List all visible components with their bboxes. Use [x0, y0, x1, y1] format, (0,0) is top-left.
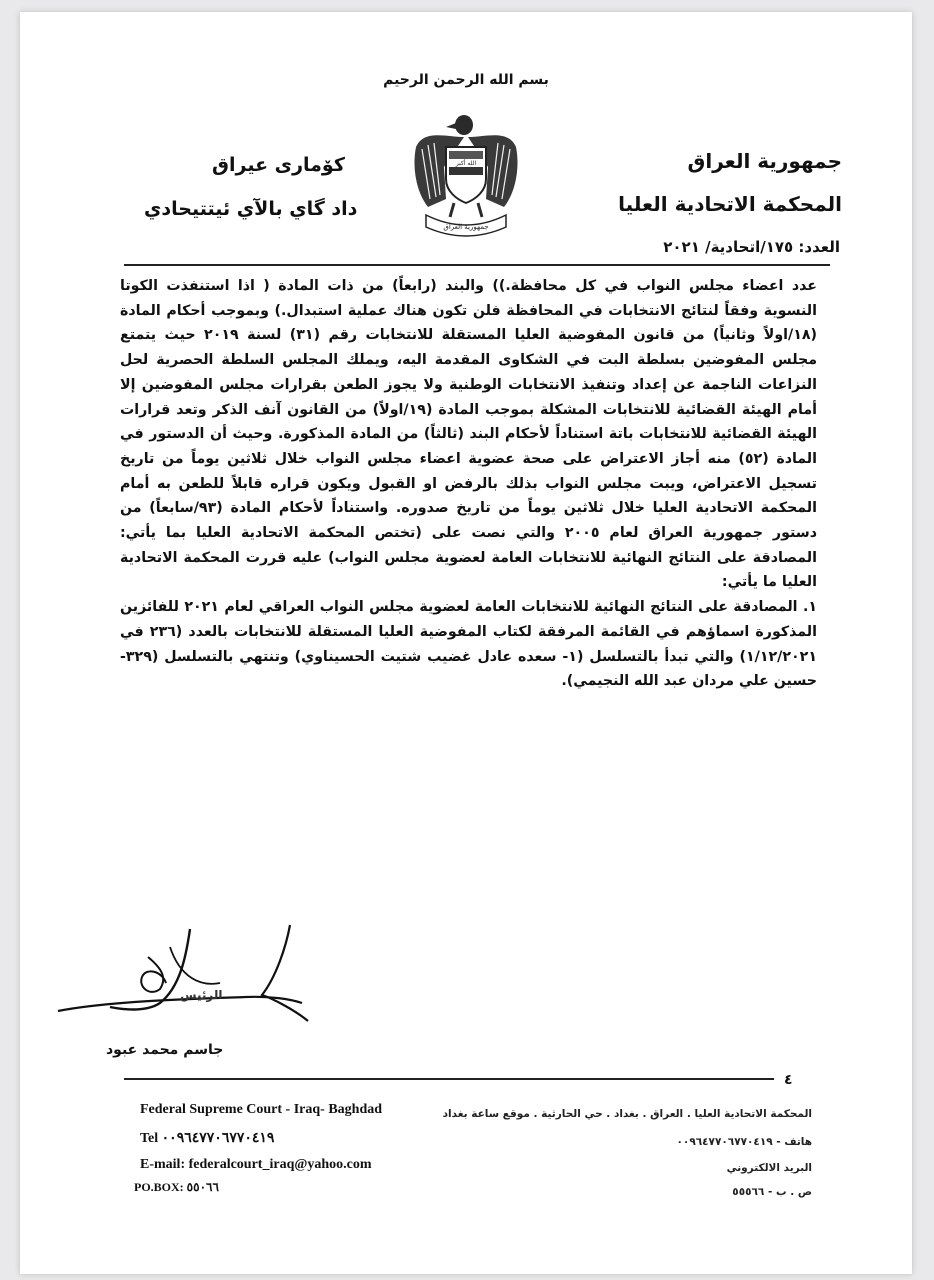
- footer-tel-arabic: هاتف - ٠٠٩٦٤٧٧٠٦٧٧٠٤١٩: [676, 1136, 812, 1148]
- body-paragraph: عدد اعضاء مجلس النواب في كل محافظة.)) والبند (رابعاً) من ذات المادة ( اذا استنفذت الكوتا النسوية وفقاً لنتائج الانتخابات في المحافظة فلن تكون هناك عملية استبدال.) وبموجب أحكام المادة (١٨/اولاً وثانياً) من قانون المفوضية العليا المستقلة للانتخابات رقم (٣١) لسنة ٢٠١٩ حيث يتمتع مجلس المفوضين بسلطة البت في الشكاوى المقدمة اليه، ويملك المجلس السلطة الحصرية لحل النزاعات الناجمة عن إعداد وتنفيذ الانتخابات الوطنية ولا يجوز الطعن بقرارات مجلس المفوضين إلا أمام الهيئة القضائية للانتخابات المشكلة بموجب المادة (١٩/اولاً) من القانون آنف الذكر وتعد قرارات الهيئة القضائية للانتخابات باتة استناداً لأحكام البند (ثالثاً) من المادة المذكورة. وحيث أن الدستور في المادة (٥٢) منه أجاز الاعتراض على صحة عضوية اعضاء مجلس النواب خلال ثلاثين يوماً من تاريخ تسجيل الاعتراض، ويبت مجلس النواب بذلك بالرفض او القبول ويكون قراره قابلاً للطعن به أمام المحكمة الاتحادية العليا خلال ثلاثين يوماً من تاريخ صدوره. واستناداً لأحكام المادة (٩٣/سابعاً) من دستور جمهورية العراق لعام ٢٠٠٥ والتي نصت على (تختص المحكمة الاتحادية العليا بما يأتي: المصادقة على النتائج النهائية للانتخابات العامة لعضوية مجلس النواب) عليه قررت المحكمة الاتحادية العليا ما يأتي:: [120, 278, 818, 591]
- footer-tel-english: Tel ٠٠٩٦٤٧٧٠٦٧٧٠٤١٩: [140, 1131, 275, 1146]
- reference-number: العدد: ١٧٥/اتحادية/ ٢٠٢١: [663, 238, 840, 256]
- header-court-kurdish: داد گاي بالآي ئيتتيحادي: [144, 198, 358, 220]
- page-number: ٤: [784, 1072, 793, 1088]
- footer-court-english: Federal Supreme Court - Iraq- Baghdad: [140, 1102, 383, 1117]
- resolution-item-number: ١.: [802, 599, 818, 616]
- footer-email-arabic: البريد الالكتروني: [726, 1162, 812, 1174]
- header-country-arabic: جمهورية العراق: [687, 149, 842, 173]
- resolution-item-text: المصادقة على النتائج النهائية للانتخابات العامة لعضوية مجلس النواب العراقي لعام ٢٠٢١ للفائزين المذكورة اسماؤهم في القائمة المرفقة لكتاب المفوضية العليا المستقلة للانتخابات بالعدد (٢٣٦ في ١/١٢/٢٠٢١) والتي تبدأ بالتسلسل (١- سعده عادل غضيب شتيت الحسيناوي) وتنتهي بالتسلسل (٣٢٩- حسين علي مردان عبد الله النجيمي).: [120, 599, 817, 690]
- footer-pobox-arabic: ص . ب - ٥٥٥٦٦: [732, 1186, 812, 1198]
- iraq-eagle-emblem-icon: [406, 107, 526, 242]
- resolution-item: [120, 595, 817, 694]
- basmala: بسم الله الرحمن الرحيم: [383, 72, 549, 88]
- footer-address-arabic: المحكمة الاتحادية العليا . العراق . بغداد . حي الحارثية . موقع ساعة بغداد: [442, 1108, 812, 1120]
- footer-divider: [124, 1078, 774, 1080]
- handwritten-signature-icon: [50, 917, 330, 1037]
- header-divider: [124, 264, 830, 266]
- document-page: [20, 12, 912, 1274]
- header-country-kurdish: كوٚماری عیراق: [212, 154, 345, 176]
- header-court-arabic: المحكمة الاتحادية العليا: [618, 192, 842, 216]
- document-body: [120, 274, 817, 694]
- signatory-name: جاسم محمد عبود: [106, 1042, 224, 1058]
- footer-pobox-english: PO.BOX: ٥٥٠٦٦: [134, 1180, 219, 1194]
- signature-title: الرئيس: [180, 988, 223, 1002]
- emblem-motto: الله أكبر: [455, 160, 477, 167]
- footer-email-english: E-mail: federalcourt_iraq@yahoo.com: [140, 1157, 372, 1172]
- emblem-scroll-text: جمهورية العراق: [443, 223, 489, 231]
